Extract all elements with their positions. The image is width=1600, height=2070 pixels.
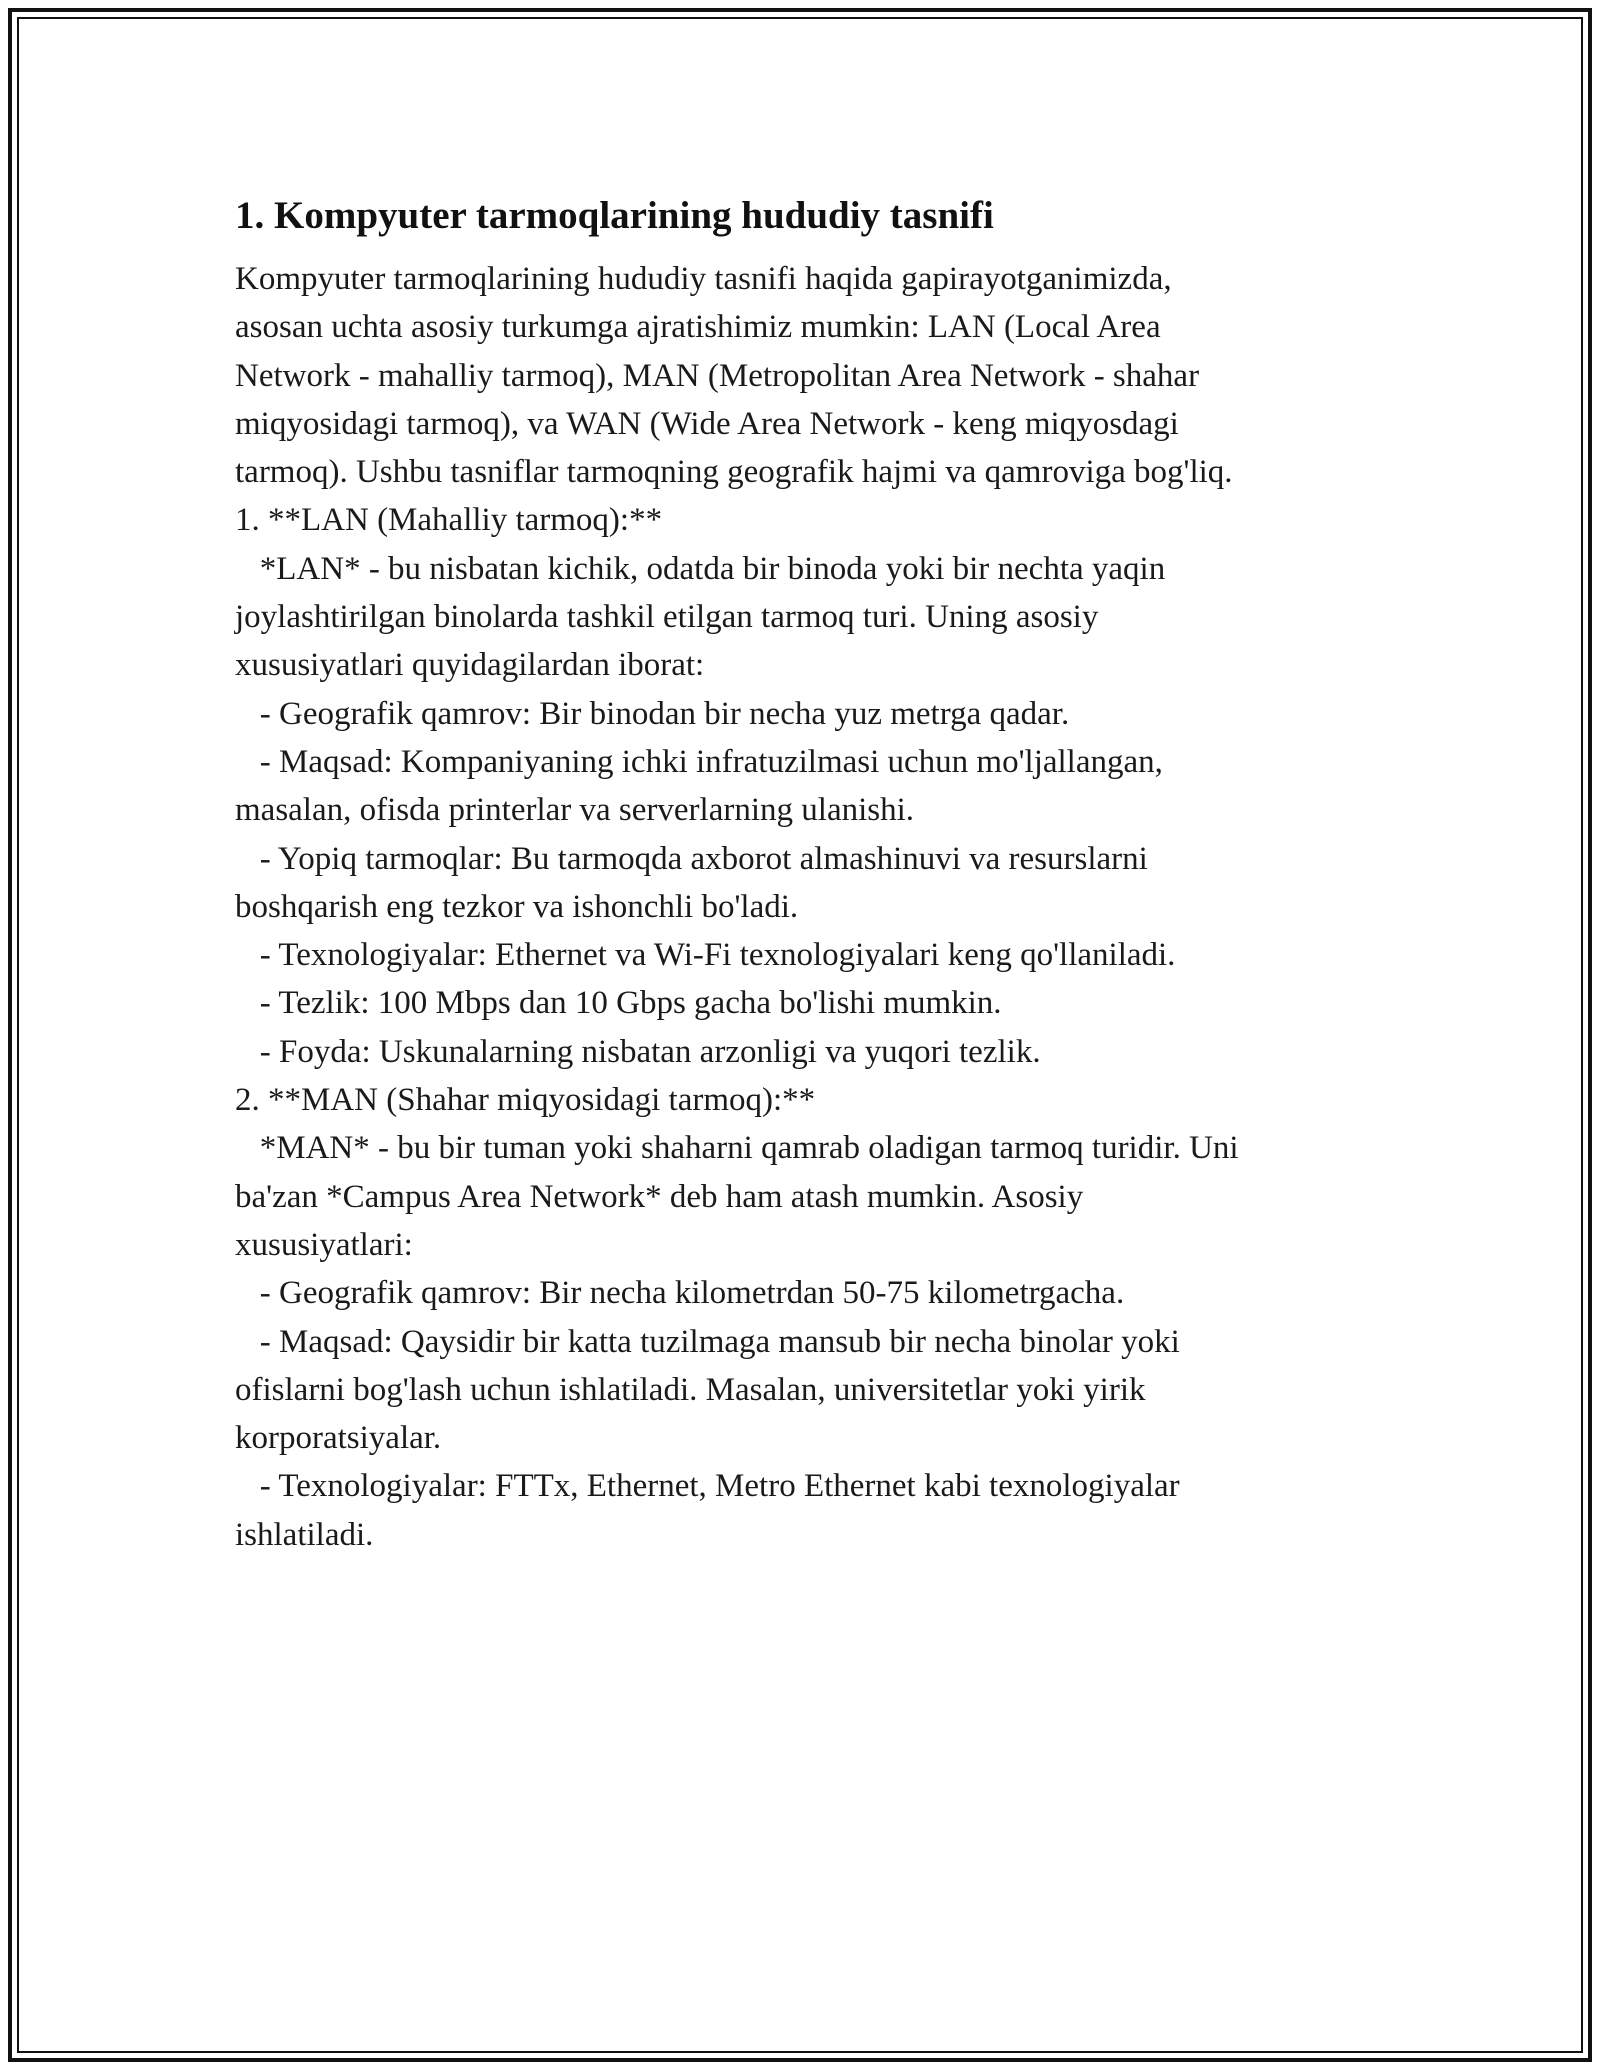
list-item: - Foyda: Uskunalarning nisbatan arzonligi va yuqori tezlik. [235,1033,1041,1070]
text-line: xususiyatlari quyidagilardan iborat: [235,647,705,684]
text-line: *MAN* - bu bir tuman yoki shaharni qamrab oladigan tarmoq turidir. Uni [235,1130,1239,1167]
text-line: *LAN* - bu nisbatan kichik, odatda bir binoda yoki bir nechta yaqin [235,550,1166,587]
list-item: - Geografik qamrov: Bir binodan bir necha yuz metrga qadar. [235,695,1070,732]
text-line: ofislarni bog'lash uchun ishlatiladi. Masalan, universitetlar yoki yirik [235,1371,1146,1408]
section-heading: 1. Kompyuter tarmoqlarining hududiy tasnifi [235,194,994,237]
text-line: asosan uchta asosiy turkumga ajratishimiz mumkin: LAN (Local Area [235,309,1161,346]
lan-subheading: 1. **LAN (Mahalliy tarmoq):** [235,502,663,539]
text-line: miqyosidagi tarmoq), va WAN (Wide Area Network - keng miqyosdagi [235,405,1179,442]
text-line: tarmoq). Ushbu tasniflar tarmoqning geografik hajmi va qamroviga bog'liq. [235,454,1233,491]
text-line: ba'zan *Campus Area Network* deb ham atash mumkin. Asosiy [235,1178,1084,1215]
text-line: joylashtirilgan binolarda tashkil etilgan tarmoq turi. Uning asosiy [235,599,1099,636]
list-item: - Tezlik: 100 Mbps dan 10 Gbps gacha bo'lishi mumkin. [235,985,1002,1022]
text-block [235,255,1375,1559]
text-line: Network - mahalliy tarmoq), MAN (Metropolitan Area Network - shahar [235,357,1200,394]
text-line: korporatsiyalar. [235,1420,442,1457]
list-item: - Yopiq tarmoqlar: Bu tarmoqda axborot almashinuvi va resurslarni [235,840,1148,877]
text-line: ishlatiladi. [235,1516,374,1553]
text-line: Kompyuter tarmoqlarining hududiy tasnifi haqida gapirayotganimizda, [235,261,1172,297]
list-item: - Geografik qamrov: Bir necha kilometrdan 50-75 kilometrgacha. [235,1275,1125,1312]
text-line: xususiyatlari: [235,1226,413,1263]
text-line: masalan, ofisda printerlar va serverlarning ulanishi. [235,792,915,829]
man-subheading: 2. **MAN (Shahar miqyosidagi tarmoq):** [235,1082,816,1119]
list-item: - Maqsad: Qaysidir bir katta tuzilmaga mansub bir necha binolar yoki [235,1323,1180,1360]
list-item: - Texnologiyalar: FTTx, Ethernet, Metro Ethernet kabi texnologiyalar [235,1468,1180,1505]
document-body [235,188,1375,1559]
list-item: - Texnologiyalar: Ethernet va Wi-Fi texnologiyalari keng qo'llaniladi. [235,937,1176,974]
text-line: boshqarish eng tezkor va ishonchli bo'ladi. [235,888,799,925]
list-item: - Maqsad: Kompaniyaning ichki infratuzilmasi uchun mo'ljallangan, [235,743,1163,780]
